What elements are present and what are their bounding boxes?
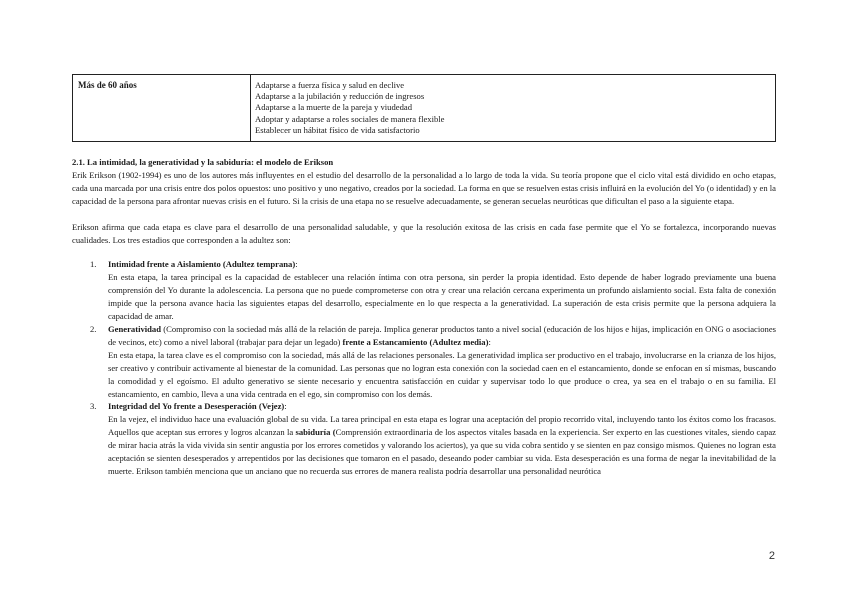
task-item: Adaptarse a la muerte de la pareja y viudedad [255, 102, 412, 113]
stage-description-part: Comprensión extraordinaria de los aspectos vitales basada en la experiencia. Ser experto en las cuestiones vitales, siendo capaz de mirar hacia atrás la vida vivida sin sentir angustia por los errores cometidos y valorando los aciertos), ya que su vida cobra sentido y se sienten en paz consigo mismos. Quienes no logran esta aceptación se sienten desesperados y arrepentidos por las decisiones que tomaron en el pasado, deseando poder cambiar su vida. Esta desesperación es una forma de negar la inevitabilidad de la muerte. Erikson también menciona que un anciano que no recuerda sus errores de manera realista podría desarrollar una personalidad neurótica [108, 427, 776, 476]
stage-heading [108, 400, 776, 413]
developmental-tasks-table [72, 74, 776, 142]
stage-heading [108, 258, 776, 271]
tasks-cell [251, 75, 775, 141]
paragraph-intro: Erik Erikson (1902-1994) es uno de los autores más influyentes en el estudio del desarrollo de la personalidad a lo largo de toda la vida. Su teoría propone que el ciclo vital está dividido en ocho etapas, cada una marcada por una crisis entre dos polos opuestos: uno positivo y uno negativo, creados por la sociedad. La forma en que se resuelven estas crisis influirá en la evolución del Yo (o identidad) y en la capacidad de la persona para afrontar nuevas crisis en el futuro. Si la crisis de una etapa no se resuelve adecuadamente, se generan secuelas neuróticas que dificultan el paso a la siguiente etapa. [72, 169, 776, 206]
section-title: 2.1. La intimidad, la generatividad y la sabiduría: el modelo de Erikson [72, 157, 334, 167]
stage-title-continued: frente a Estancamiento (Adultez media) [342, 336, 489, 347]
task-item: Adaptarse a fuerza física y salud en declive [255, 80, 405, 90]
age-group-cell [73, 75, 251, 141]
paragraph-stages-intro: Erikson afirma que cada etapa es clave para el desarrollo de una personalidad saludable, y que la resolución exitosa de las crisis en cada fase permite que el Yo se fortalezca, incorporando nuevas cualidades. Los tres estadios que corresponden a la adultez son: [72, 221, 776, 245]
main-content [72, 156, 776, 478]
age-group-label: Más de 60 años [78, 80, 137, 90]
stage-title-suffix: : [284, 401, 287, 412]
stage-title: Generatividad [108, 323, 161, 334]
stage-definition: (Compromiso con la sociedad más allá de la relación de pareja. Implica generar productos tanto a nivel social (educación de los hijos e hijas, implicación en ONG o asociaciones de vecinos, etc) como a nivel laboral (trabajar para dejar un legado) [108, 323, 776, 347]
stage-description [108, 413, 776, 478]
stage-item-integrity [72, 400, 776, 477]
stage-title-suffix: : [488, 336, 491, 347]
stage-description-part: En la vejez, el individuo hace una evaluación global de su vida. La tarea principal en esta etapa es lograr una aceptación del propio recorrido vital, incluyendo tanto los éxitos como los fracasos. Aquellos que aceptan sus errores y logros alcanzan la [108, 414, 776, 438]
stage-description: En esta etapa, la tarea clave es el compromiso con la sociedad, más allá de las relaciones personales. La generatividad implica ser productivo en el trabajo, involucrarse en la crianza de los hijos, ser creativo y contribuir activamente al bienestar de la comunidad. Las personas que no logran esta conexión con la sociedad caen en el estancamiento, donde se enfocan en sí mismas, buscando la comodidad y el egoísmo. El adulto generativo se siente necesario y encuentra satisfacción en cuidar y supervisar todo lo que produce o crea, ya sea en el trabajo o en su familia. El estancamiento, en cambio, lleva a una vida centrada en el ego, sin compromiso con los demás. [108, 349, 776, 399]
stage-title: Integridad del Yo frente a Desesperación (Vejez) [108, 401, 285, 412]
stage-number: 3. [90, 401, 97, 412]
stage-item-intimacy [72, 258, 776, 323]
stage-number: 1. [90, 259, 97, 270]
stage-item-generativity [72, 323, 776, 400]
stages-list [72, 258, 776, 477]
task-item: Adaptarse a la jubilación y reducción de ingresos [255, 91, 425, 102]
stage-title: Intimidad frente a Aislamiento (Adultez temprana) [108, 259, 296, 270]
task-item: Establecer un hábitat físico de vida satisfactorio [255, 124, 420, 135]
stage-title-suffix: : [295, 259, 298, 270]
stage-number: 2. [90, 323, 97, 334]
task-item: Adoptar y adaptarse a roles sociales de manera flexible [255, 113, 445, 124]
page-number: 2 [768, 550, 775, 562]
stage-heading [108, 323, 776, 349]
stage-description: En esta etapa, la tarea principal es la capacidad de establecer una relación íntima con otra persona, sin perder la propia identidad. Esto depende de haber logrado previamente una buena comprensión del Yo durante la adolescencia. La persona que no puede comprometerse con otra y crear una relación cercana experimenta un profundo aislamiento social. Esta falta de conexión impide que la persona avance hacia las siguientes etapas del desarrollo, especialmente en lo que respecta a la generatividad. La superación de esta crisis permite que la persona adquiera la capacidad de amar. [108, 272, 776, 322]
wisdom-term: sabiduría ( [295, 427, 336, 438]
